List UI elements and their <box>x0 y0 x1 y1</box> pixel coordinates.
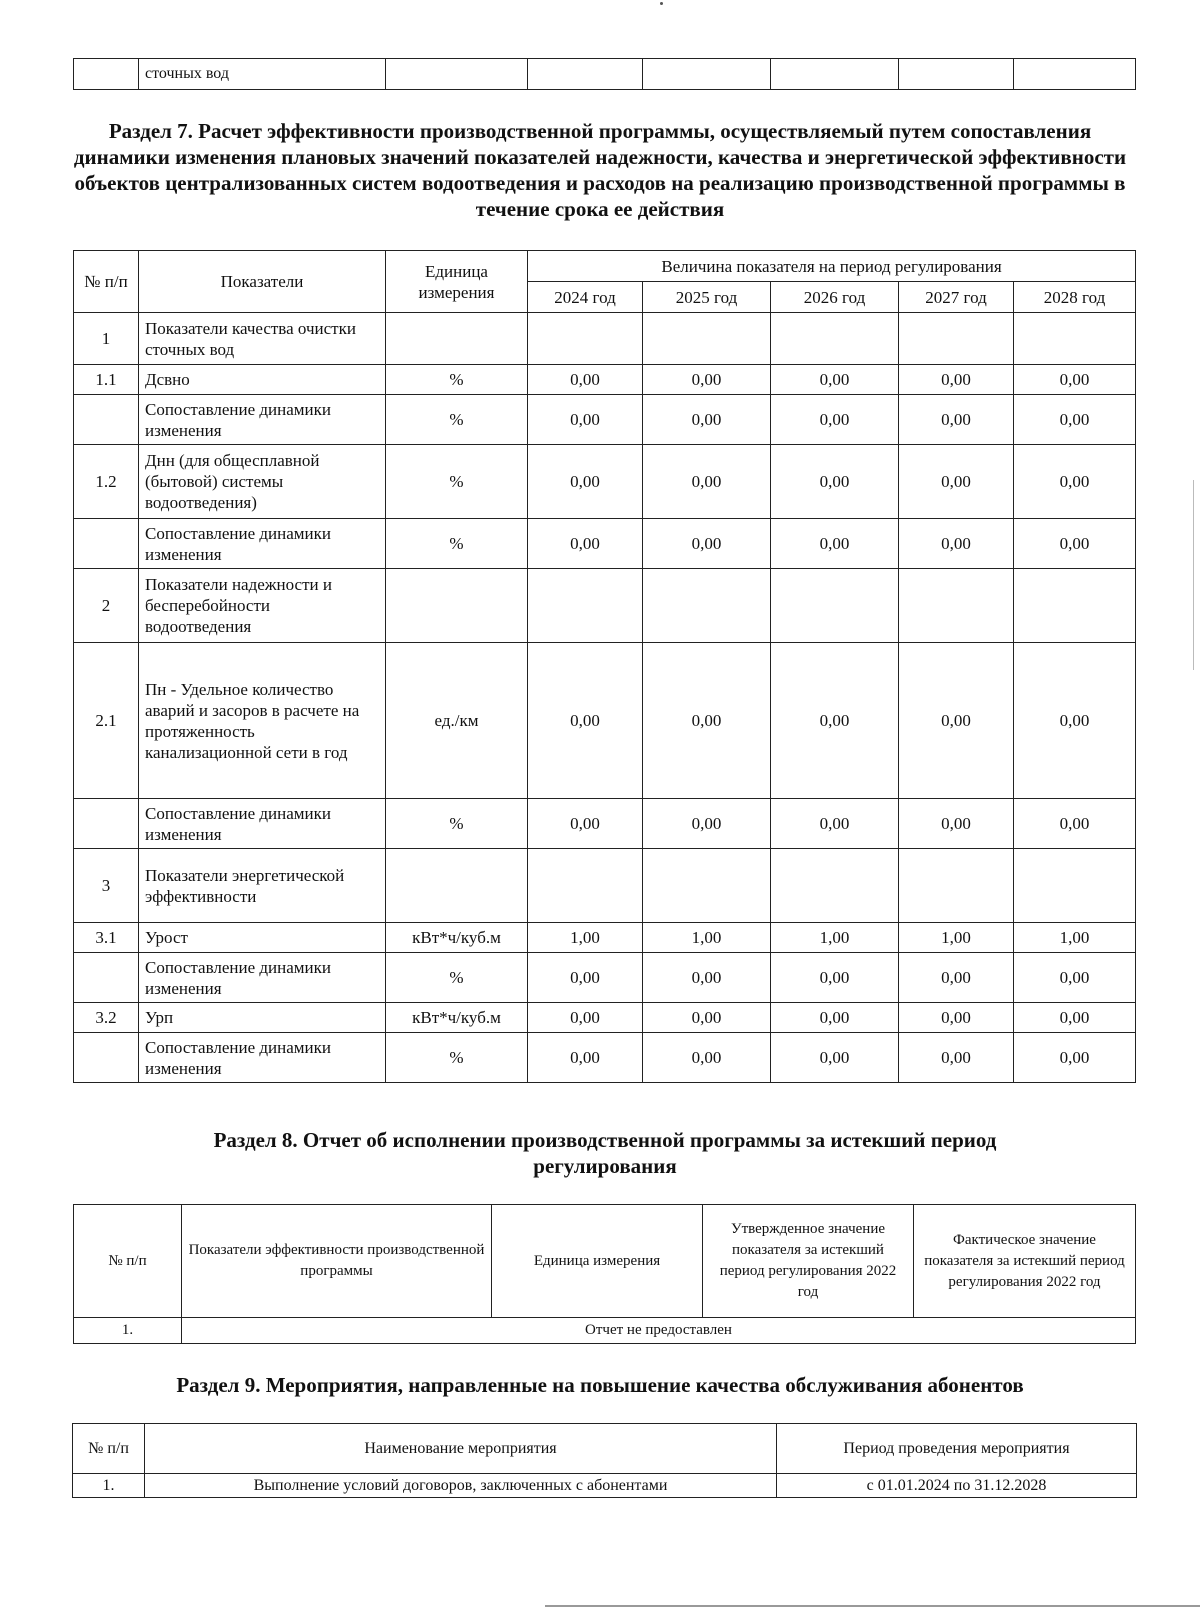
value-cell: 0,00 <box>643 395 771 445</box>
value-cell <box>1014 569 1136 643</box>
row-num <box>74 395 139 445</box>
value-cell: 0,00 <box>771 643 899 799</box>
table-row <box>74 1003 1136 1033</box>
value-cell: 1,00 <box>899 923 1014 953</box>
row-num: 3.1 <box>74 923 139 953</box>
value-cell: 0,00 <box>1014 1003 1136 1033</box>
col-num-header: № п/п <box>73 1424 145 1474</box>
value-cell: 0,00 <box>771 395 899 445</box>
value-cell: 1,00 <box>643 923 771 953</box>
value-cell: 0,00 <box>899 1003 1014 1033</box>
section7-title: Раздел 7. Расчет эффективности производственной программы, осуществляемый путем сопоставления динамики изменения плановых значений показателей надежности, качества и энергетической эффективности объектов централизованных систем водоотведения и расходов на реализацию производственной программы в течение срока ее действия <box>73 119 1127 221</box>
year-header: 2025 год <box>643 282 771 313</box>
unit-cell <box>386 849 528 923</box>
value-cell: 0,00 <box>528 519 643 569</box>
value-cell: 0,00 <box>1014 1033 1136 1083</box>
period-header: Величина показателя на период регулирования <box>528 251 1136 282</box>
table-row <box>74 519 1136 569</box>
unit-cell: % <box>386 395 528 445</box>
value-cell <box>528 313 643 365</box>
col-actual-header: Фактическое значение показателя за истекший период регулирования 2022 год <box>914 1205 1136 1318</box>
scan-artifact <box>1193 480 1194 670</box>
col-period-header: Период проведения мероприятия <box>777 1424 1137 1474</box>
section9-table <box>72 1423 1137 1498</box>
value-cell: 0,00 <box>899 519 1014 569</box>
row-num: 3.2 <box>74 1003 139 1033</box>
indicator-name: Сопоставление динамики изменения <box>139 953 386 1003</box>
value-cell: 0,00 <box>528 1033 643 1083</box>
table-row <box>74 849 1136 923</box>
table-row <box>74 59 1136 90</box>
indicator-name: Сопоставление динамики изменения <box>139 519 386 569</box>
value-cell: 0,00 <box>643 445 771 519</box>
row-num: 2 <box>74 569 139 643</box>
indicator-name: Сопоставление динамики изменения <box>139 799 386 849</box>
table-row <box>74 313 1136 365</box>
year-header: 2027 год <box>899 282 1014 313</box>
section8-title: Раздел 8. Отчет об исполнении производственной программы за истекший период регулирования <box>213 1128 997 1178</box>
value-cell: 0,00 <box>643 953 771 1003</box>
value-cell <box>771 849 899 923</box>
unit-cell: ед./км <box>386 643 528 799</box>
value-cell: 0,00 <box>643 1003 771 1033</box>
indicator-name: Днн (для общесплавной (бытовой) системы водоотведения) <box>139 445 386 519</box>
value-cell <box>771 569 899 643</box>
value-cell <box>899 313 1014 365</box>
value-cell: 0,00 <box>771 953 899 1003</box>
year-header: 2028 год <box>1014 282 1136 313</box>
indicator-name: Дсвно <box>139 365 386 395</box>
row-num: 1. <box>74 1318 182 1344</box>
value-cell: 0,00 <box>1014 953 1136 1003</box>
value-cell: 1,00 <box>1014 923 1136 953</box>
indicator-name: Урост <box>139 923 386 953</box>
value-cell: 0,00 <box>1014 395 1136 445</box>
value-cell: 0,00 <box>771 1033 899 1083</box>
row-num: 1. <box>73 1474 145 1498</box>
indicator-name: Пн - Удельное количество аварий и засоров в расчете на протяженность канализационной сети в год <box>139 643 386 799</box>
value-cell: 0,00 <box>643 365 771 395</box>
value-cell <box>1014 849 1136 923</box>
unit-cell: % <box>386 445 528 519</box>
section7-body <box>74 313 1136 1083</box>
col-name-header: Наименование мероприятия <box>145 1424 777 1474</box>
unit-cell <box>386 569 528 643</box>
previous-table-fragment <box>73 58 1136 90</box>
col-approved-header: Утвержденное значение показателя за истекший период регулирования 2022 год <box>703 1205 914 1318</box>
col-indicator-header: Показатели эффективности производственной программы <box>182 1205 492 1318</box>
table-row <box>74 953 1136 1003</box>
table-row <box>74 569 1136 643</box>
unit-cell: кВт*ч/куб.м <box>386 923 528 953</box>
unit-cell: % <box>386 519 528 569</box>
value-cell: 0,00 <box>528 365 643 395</box>
indicator-name: Сопоставление динамики изменения <box>139 1033 386 1083</box>
header-row <box>74 251 1136 282</box>
row-num: 2.1 <box>74 643 139 799</box>
unit-cell: % <box>386 953 528 1003</box>
section9-title: Раздел 9. Мероприятия, направленные на повышение качества обслуживания абонентов <box>176 1373 1024 1397</box>
indicator-name: Урп <box>139 1003 386 1033</box>
col-unit-header: Единица измерения <box>492 1205 703 1318</box>
value-cell: 0,00 <box>528 445 643 519</box>
value-cell: 0,00 <box>528 1003 643 1033</box>
table-row <box>74 395 1136 445</box>
value-cell: 0,00 <box>528 953 643 1003</box>
value-cell: 0,00 <box>643 519 771 569</box>
report-status: Отчет не предоставлен <box>182 1318 1136 1344</box>
value-cell: 0,00 <box>643 643 771 799</box>
measure-name: Выполнение условий договоров, заключенных с абонентами <box>145 1474 777 1498</box>
unit-cell: % <box>386 799 528 849</box>
value-cell: 0,00 <box>643 799 771 849</box>
value-cell <box>643 313 771 365</box>
value-cell: 0,00 <box>1014 365 1136 395</box>
indicator-name: Показатели надежности и бесперебойности водоотведения <box>139 569 386 643</box>
value-cell: 0,00 <box>1014 445 1136 519</box>
fragment-text: сточных вод <box>139 59 386 90</box>
table-row <box>74 445 1136 519</box>
value-cell: 1,00 <box>771 923 899 953</box>
value-cell <box>528 849 643 923</box>
scan-artifact <box>545 1605 1200 1607</box>
scan-artifact <box>660 2 663 5</box>
value-cell <box>899 849 1014 923</box>
row-num: 1.1 <box>74 365 139 395</box>
value-cell: 0,00 <box>771 519 899 569</box>
value-cell <box>771 313 899 365</box>
value-cell: 0,00 <box>771 445 899 519</box>
unit-cell: % <box>386 1033 528 1083</box>
value-cell <box>1014 313 1136 365</box>
value-cell: 0,00 <box>771 365 899 395</box>
value-cell: 0,00 <box>643 1033 771 1083</box>
table-row <box>73 1474 1137 1498</box>
table-row <box>74 1318 1136 1344</box>
value-cell: 0,00 <box>899 395 1014 445</box>
value-cell: 1,00 <box>528 923 643 953</box>
indicator-name: Показатели качества очистки сточных вод <box>139 313 386 365</box>
value-cell: 0,00 <box>899 799 1014 849</box>
section7-table <box>73 250 1136 1083</box>
unit-cell: % <box>386 365 528 395</box>
indicator-name: Показатели энергетической эффективности <box>139 849 386 923</box>
row-num <box>74 1033 139 1083</box>
value-cell: 0,00 <box>899 643 1014 799</box>
row-num: 1 <box>74 313 139 365</box>
section8-table <box>73 1204 1136 1344</box>
unit-cell: кВт*ч/куб.м <box>386 1003 528 1033</box>
table-row <box>74 799 1136 849</box>
table-row <box>74 923 1136 953</box>
row-num <box>74 519 139 569</box>
table-row <box>74 643 1136 799</box>
value-cell <box>528 569 643 643</box>
value-cell <box>643 849 771 923</box>
col-indicator-header: Показатели <box>139 251 386 313</box>
value-cell: 0,00 <box>528 395 643 445</box>
value-cell: 0,00 <box>899 365 1014 395</box>
row-num <box>74 799 139 849</box>
header-row <box>74 1205 1136 1318</box>
col-num-header: № п/п <box>74 1205 182 1318</box>
table-row <box>74 1033 1136 1083</box>
value-cell: 0,00 <box>771 799 899 849</box>
header-row <box>73 1424 1137 1474</box>
row-num: 1.2 <box>74 445 139 519</box>
year-header: 2024 год <box>528 282 643 313</box>
indicator-name: Сопоставление динамики изменения <box>139 395 386 445</box>
value-cell: 0,00 <box>528 643 643 799</box>
row-num: 3 <box>74 849 139 923</box>
value-cell: 0,00 <box>899 1033 1014 1083</box>
row-num <box>74 953 139 1003</box>
value-cell: 0,00 <box>771 1003 899 1033</box>
year-header: 2026 год <box>771 282 899 313</box>
measure-period: с 01.01.2024 по 31.12.2028 <box>777 1474 1137 1498</box>
value-cell: 0,00 <box>1014 643 1136 799</box>
value-cell: 0,00 <box>1014 799 1136 849</box>
value-cell: 0,00 <box>528 799 643 849</box>
value-cell: 0,00 <box>899 445 1014 519</box>
value-cell: 0,00 <box>1014 519 1136 569</box>
unit-cell <box>386 313 528 365</box>
value-cell <box>643 569 771 643</box>
table-row <box>74 365 1136 395</box>
value-cell: 0,00 <box>899 953 1014 1003</box>
col-num-header: № п/п <box>74 251 139 313</box>
col-unit-header: Единица измерения <box>386 251 528 313</box>
value-cell <box>899 569 1014 643</box>
